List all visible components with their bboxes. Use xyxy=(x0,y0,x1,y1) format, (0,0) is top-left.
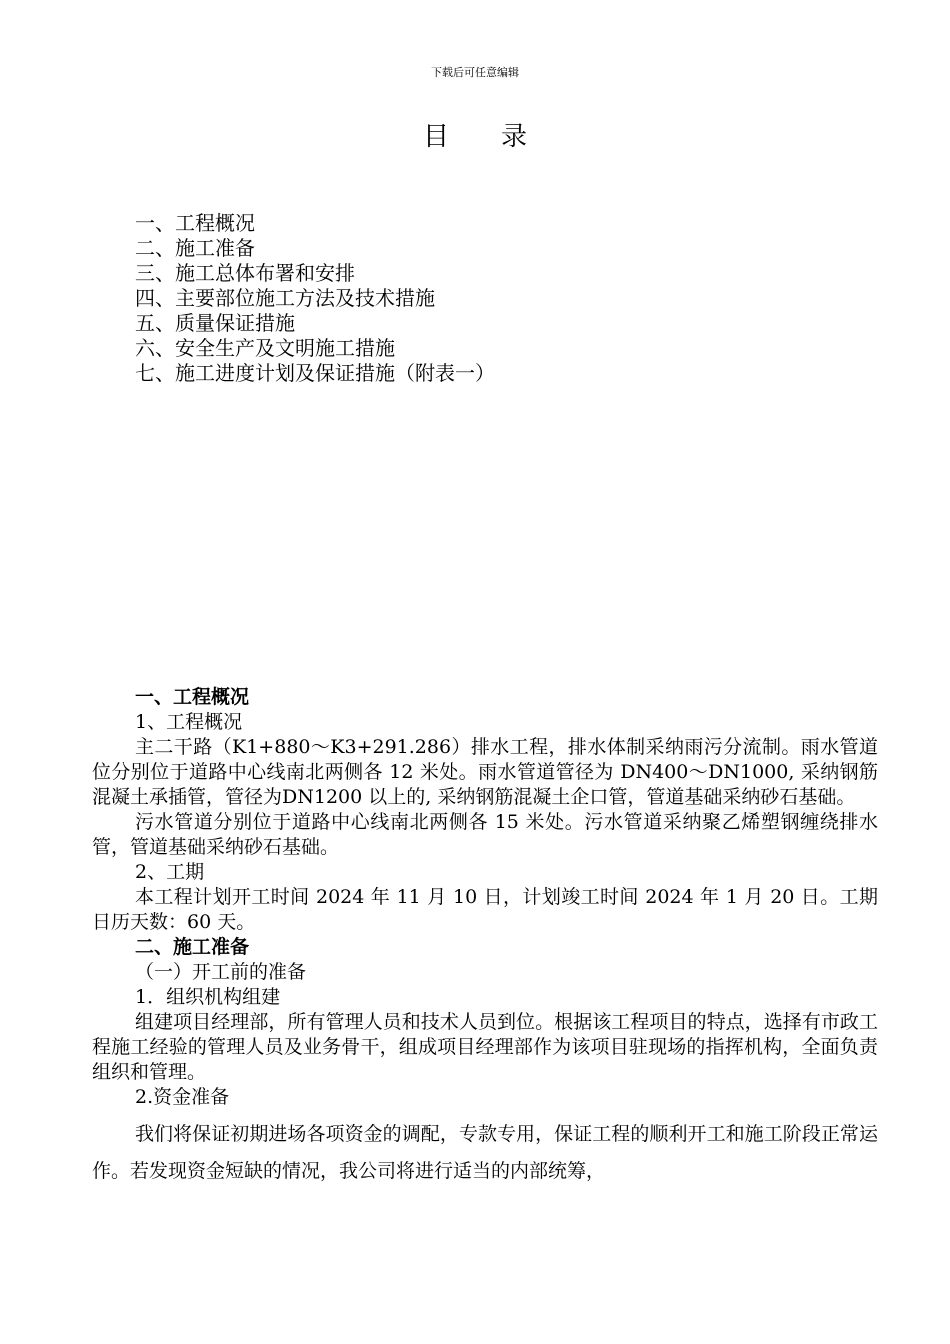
toc-item[interactable]: 三、施工总体布署和安排 xyxy=(135,261,355,285)
toc-item[interactable]: 四、主要部位施工方法及技术措施 xyxy=(135,286,435,310)
toc-item[interactable]: 五、质量保证措施 xyxy=(135,311,295,335)
subsection-heading: 1、工程概况 xyxy=(135,711,243,733)
paragraph: 污水管道分别位于道路中心线南北两侧各 15 米处。污水管道采纳聚乙烯塑钢缠绕排水管，管道基础采纳砂石基础。 xyxy=(92,811,878,858)
paragraph: 组建项目经理部，所有管理人员和技术人员到位。根据该工程项目的特点，选择有市政工程施工经验的管理人员及业务骨干，组成项目经理部作为该项目驻现场的指挥机构，全面负责组织和管理。 xyxy=(92,1011,878,1083)
paragraph: 本工程计划开工时间 2024 年 11 月 10 日，计划竣工时间 2024 年 1 月 20 日。工期日历天数：60 天。 xyxy=(92,886,878,933)
toc-title: 目录 xyxy=(422,122,579,152)
subsection-heading: 1．组织机构组建 xyxy=(135,986,281,1008)
paragraph: 主二干路（K1+880～K3+291.286）排水工程，排水体制采纳雨污分流制。雨水管道位分别位于道路中心线南北两侧各 12 米处。雨水管道管径为 DN400～DN1000, 采纳钢筋混凝土承插管，管径为DN1200 以上的, 采纳钢筋混凝土企口管，管道基础采纳砂石基础。 xyxy=(92,736,878,808)
toc-item[interactable]: 二、施工准备 xyxy=(135,236,255,260)
paragraph: 我们将保证初期进场各项资金的调配，专款专用，保证工程的顺利开工和施工阶段正常运作。若发现资金短缺的情况，我公司将进行适当的内部统筹， xyxy=(92,1123,878,1182)
subsection-heading: 2.资金准备 xyxy=(135,1086,230,1108)
toc-item[interactable]: 七、施工进度计划及保证措施（附表一） xyxy=(135,361,495,385)
toc-item[interactable]: 一、工程概况 xyxy=(135,211,255,235)
document-body xyxy=(92,685,878,1190)
header-note: 下载后可任意编辑 xyxy=(431,66,519,79)
subsection-heading: 2、工期 xyxy=(135,861,205,883)
subsection-heading: （一）开工前的准备 xyxy=(135,961,307,983)
toc-item[interactable]: 六、安全生产及文明施工措施 xyxy=(135,336,395,360)
section-heading: 二、施工准备 xyxy=(135,936,250,958)
section-heading: 一、工程概况 xyxy=(135,686,250,708)
toc-list xyxy=(135,211,835,386)
